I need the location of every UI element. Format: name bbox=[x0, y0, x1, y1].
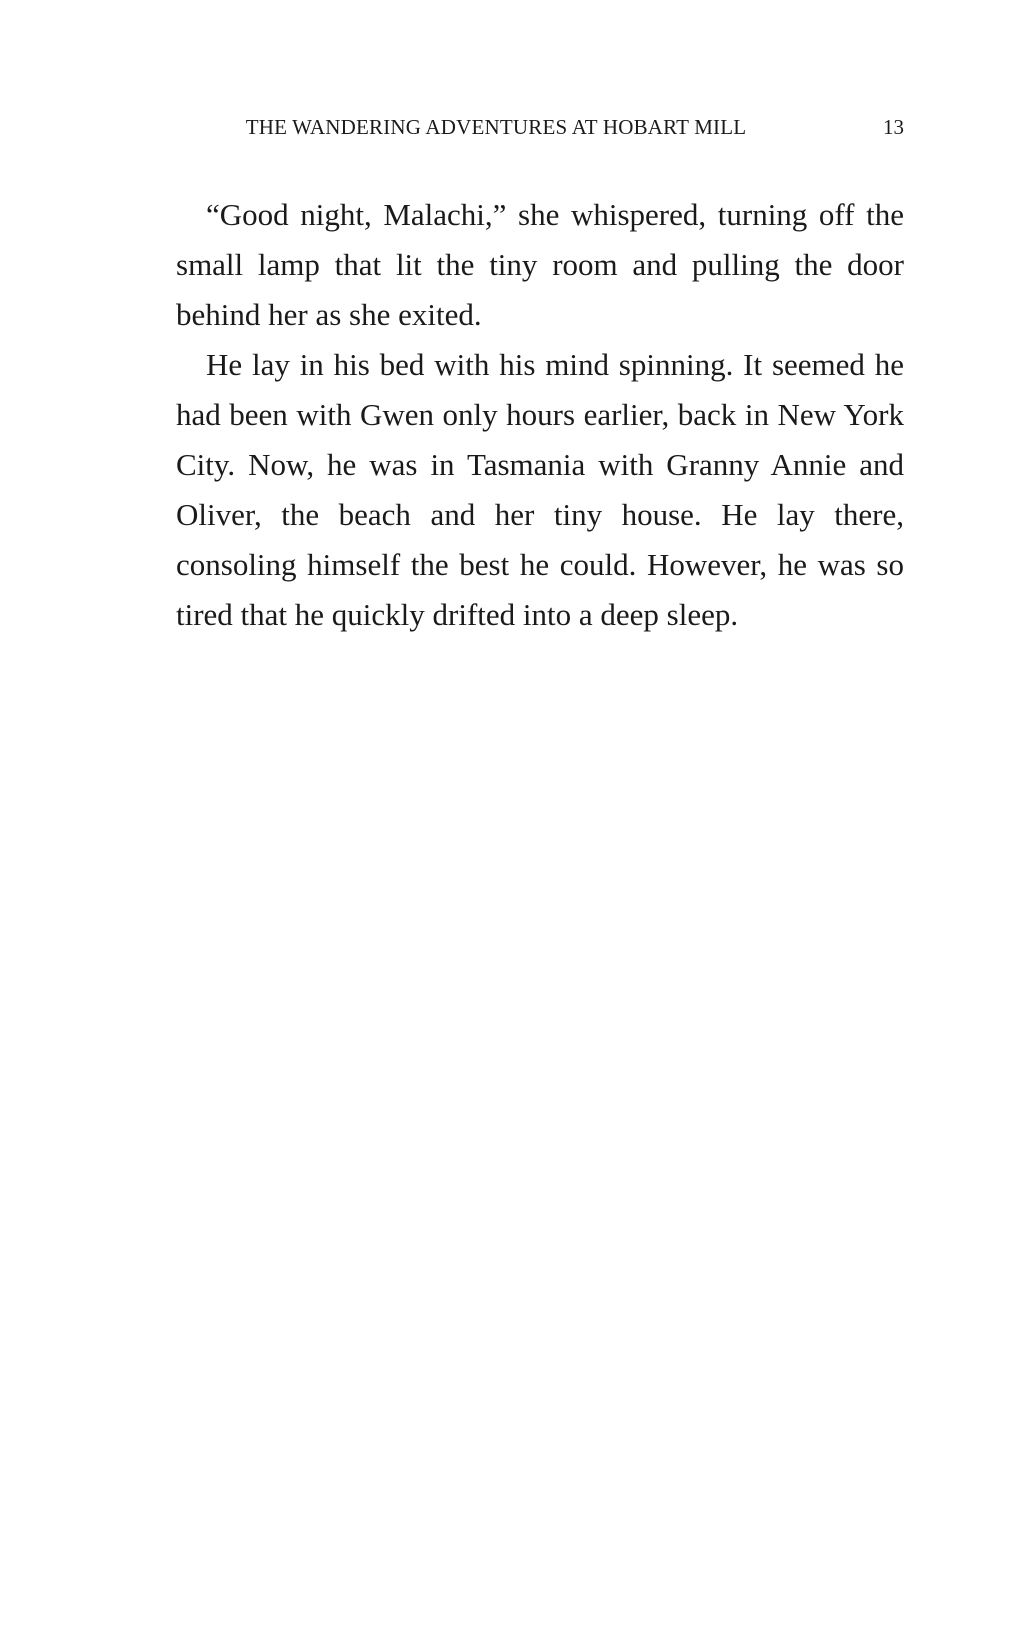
running-title: THE WANDERING ADVENTURES AT HOBART MILL bbox=[245, 115, 747, 139]
paragraph: “Good night, Malachi,” she whispered, turning off the small lamp that lit the tiny room and pulling the door behind her as she exited. bbox=[176, 197, 904, 332]
running-head bbox=[176, 112, 904, 142]
body-text bbox=[176, 190, 904, 640]
page-number: 13 bbox=[883, 115, 904, 139]
paragraph: He lay in his bed with his mind spinning. It seemed he had been with Gwen only hours earlier, back in New York City. Now, he was in Tasmania with Granny Annie and Oliver, the beach and her tiny house. He lay there, consoling himself the best he could. However, he was so tired that he quickly drifted into a deep sleep. bbox=[176, 347, 904, 632]
